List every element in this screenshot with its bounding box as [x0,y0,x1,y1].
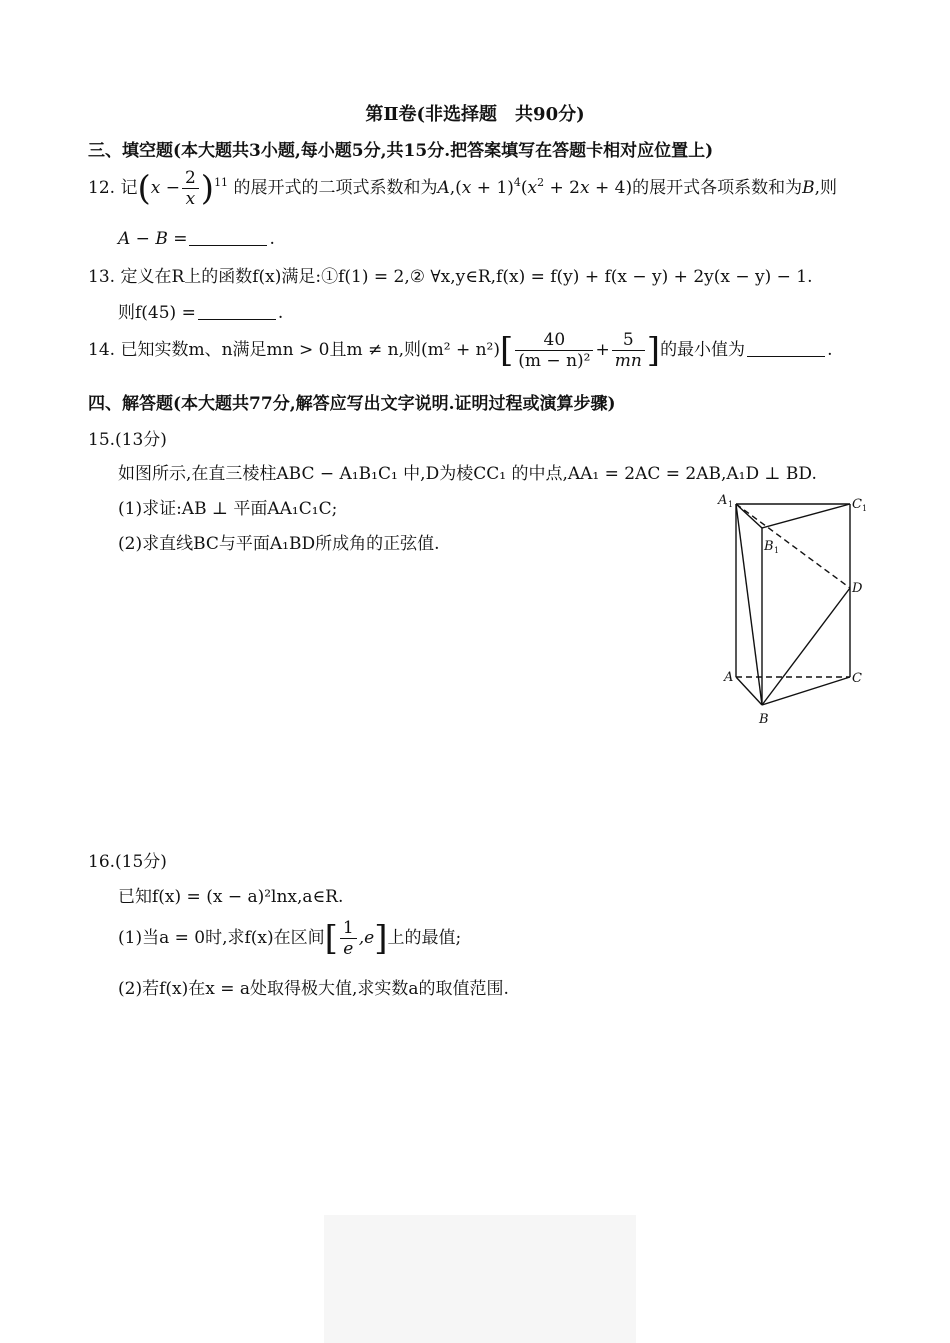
footer-blank-area [324,1215,636,1343]
label-A: A [724,670,734,685]
q14-text2: 的最小值为 [660,340,746,360]
q14-number: 14. [88,340,116,360]
label-A1: A [718,493,728,508]
q16-fraction: $\frac{1}{e}$ [340,918,357,959]
q12-text1: 的展开式的二项式系数和为 [233,178,438,198]
q16-stem: 已知f(x) = (x − a)²lnx,a∈R. [118,887,344,907]
q15-score: (13分) [115,430,167,450]
q14-answer-blank [747,340,825,357]
q12-fraction: $\frac{2}{x}$ [182,168,199,209]
question-14: 14. 已知实数m、n满足mn > 0且m ≠ n,则(m² + n²)[ $\frac{40}{\text{(m − n)²}}$ + $\frac{5}{mn}$ ]的最小值为 . [88,330,833,371]
svg-text:1: 1 [862,504,868,513]
question-13 [88,262,813,287]
q12-number: 12. [88,178,116,198]
section4-heading: 四、解答题(本大题共77分,解答应写出文字说明.证明过程或演算步骤) [88,394,616,414]
q12-pre: 记 [120,178,138,198]
label-C1: C [852,497,862,512]
q13-expression: 则f(45) = [118,303,196,323]
svg-text:1: 1 [774,546,780,555]
q13-line2: 则f(45) = . [118,303,284,323]
q12-expression: A − B = [118,229,188,249]
section3-heading: 三、填空题(本大题共3小题,每小题5分,共15分.把答案填写在答题卡相对应位置上) [88,141,714,161]
label-D: D [852,581,863,596]
label-B: B [759,712,769,727]
q14-fraction-1: $\frac{40}{\text{(m − n)²}}$ [515,330,593,371]
question-16-header [88,847,167,872]
q14-text1: 已知实数m、n满足mn > 0且m ≠ n,则(m² + n²) [120,340,500,360]
q16-part1: (1)当a = 0时,求f(x)在区间[ $\frac{1}{e}$ ,e]上的最值; [118,918,462,959]
svg-text:1: 1 [728,500,734,509]
question-15-header [88,425,167,450]
q13-answer-blank [198,303,276,320]
q12-text2: 的展开式各项系数和为 [632,178,803,198]
q15-part2: (2)求直线BC与平面A₁BD所成角的正弦值. [118,534,440,554]
label-B1: B [764,539,774,554]
part-title: 第Ⅱ卷(非选择题 共90分) [365,104,585,125]
q16-part2: (2)若f(x)在x = a处取得极大值,求实数a的取值范围. [118,979,509,999]
q16-score: (15分) [115,852,167,872]
label-C: C [852,671,862,686]
q12-line2: A − B = . [118,229,275,249]
q16-number: 16. [88,852,116,872]
q15-stem: 如图所示,在直三棱柱ABC − A₁B₁C₁ 中,D为棱CC₁ 的中点,AA₁ = 2AC = 2AB,A₁D ⊥ BD. [118,464,817,484]
q12-text3: ,则 [814,178,837,198]
q15-number: 15. [88,430,116,450]
q13-number: 13. [88,267,116,287]
q14-fraction-2: $\frac{5}{mn}$ [612,330,645,371]
prism-figure [712,488,882,733]
q15-part1: (1)求证:AB ⊥ 平面AA₁C₁C; [118,499,338,519]
question-12: 12. 记(x − $\frac{2}{x}$ )$^{11}$ 的展开式的二项式系数和为$A,(x + 1)^4(x^2 + 2x + 4)$的展开式各项系数和为B,则 [88,168,837,209]
q12-answer-blank [189,229,267,246]
q13-text: 定义在R上的函数f(x)满足:①f(1) = 2,② ∀x,y∈R,f(x) = f(y) + f(x − y) + 2y(x − y) − 1. [120,267,813,287]
